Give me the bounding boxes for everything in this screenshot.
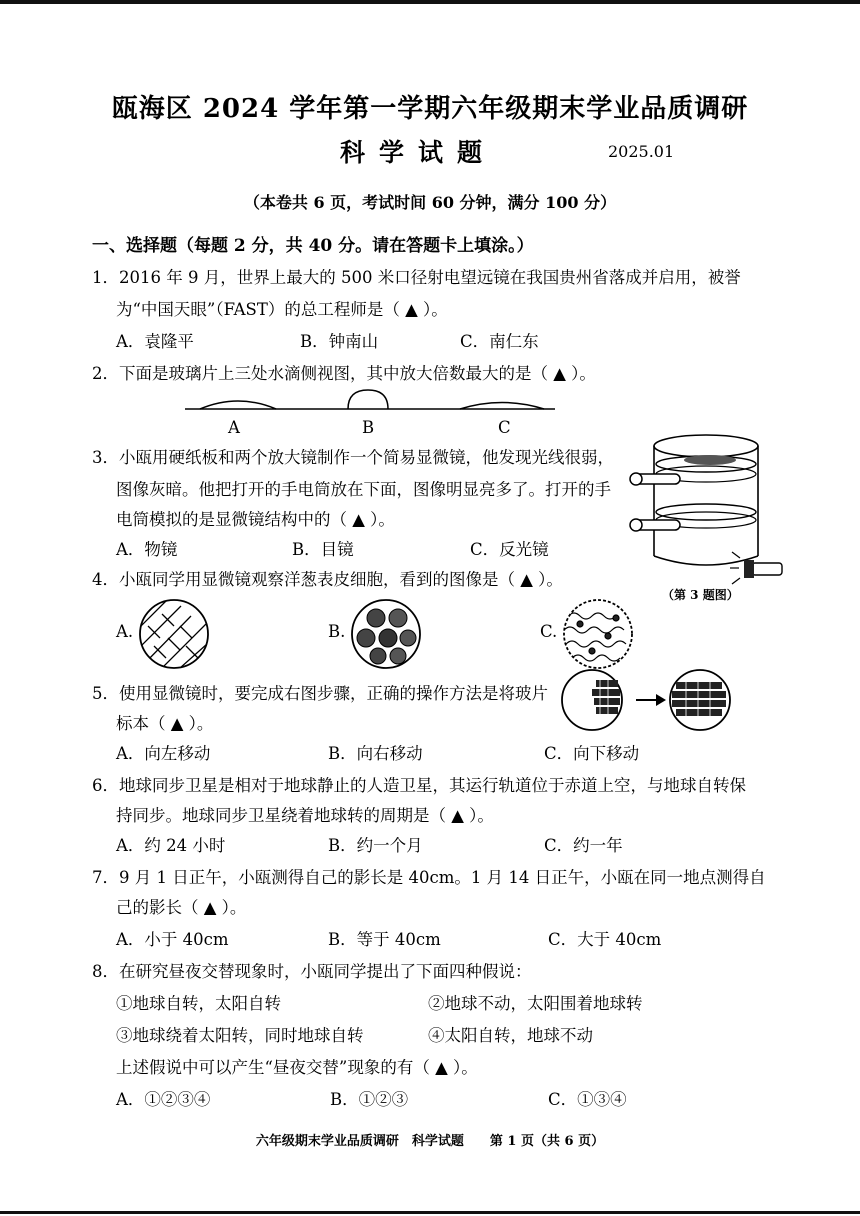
q3-option-c: C．反光镜 — [470, 540, 549, 559]
q4-option-a: A. — [116, 622, 134, 641]
drop-label-b: B — [362, 418, 375, 437]
q8-hypothesis-3: ③地球绕着太阳转，同时地球自转 — [116, 1026, 364, 1045]
bottom-border — [0, 1211, 860, 1214]
q5-option-b: B．向右移动 — [328, 744, 423, 763]
section-title: 一、选择题（每题 2 分，共 40 分。请在答题卡上填涂。） — [92, 236, 534, 256]
drop-label-c: C — [498, 418, 511, 437]
q4-option-b: B. — [328, 622, 346, 641]
q7-option-c: C．大于 40cm — [548, 930, 662, 949]
q8-option-a: A．①②③④ — [116, 1090, 211, 1109]
q1-line1: 1．2016 年 9 月，世界上最大的 500 米口径射电望远镜在我国贵州省落成并启用，被誉 — [92, 268, 741, 287]
q1-option-c: C．南仁东 — [460, 332, 539, 351]
q8-option-c: C．①③④ — [548, 1090, 627, 1109]
q3-line3: 电筒模拟的是显微镜结构中的（ ▲ ）。 — [116, 510, 395, 529]
exam-date: 2025.01 — [608, 142, 675, 161]
q7-option-a: A．小于 40cm — [116, 930, 229, 949]
water-drops-figure — [180, 388, 560, 418]
q8-ask: 上述假说中可以产生“昼夜交替”现象的有（ ▲ ）。 — [116, 1058, 478, 1077]
q3-line1: 3．小瓯用硬纸板和两个放大镜制作一个简易显微镜，他发现光线很弱， — [92, 448, 614, 467]
exam-subtitle: 科学试题 — [340, 138, 497, 167]
q3-option-b: B．目镜 — [292, 540, 354, 559]
q4-option-c: C. — [540, 622, 558, 641]
q1-option-b: B．钟南山 — [300, 332, 379, 351]
top-border — [0, 0, 860, 4]
q1-line2: 为“中国天眼”（FAST）的总工程师是（ ▲ ）。 — [116, 300, 448, 319]
q6-line2: 持同步。地球同步卫星绕着地球转的周期是（ ▲ ）。 — [116, 806, 494, 825]
exam-note: （本卷共 6 页，考试时间 60 分钟，满分 100 分） — [243, 193, 617, 212]
q6-option-b: B．约一个月 — [328, 836, 423, 855]
q5-line2: 标本（ ▲ ）。 — [116, 714, 214, 733]
round-cells-image — [348, 596, 424, 672]
exam-title: 瓯海区 2024 学年第一学期六年级期末学业品质调研 — [111, 94, 749, 124]
simple-microscope-figure — [626, 428, 796, 588]
q5-option-c: C．向下移动 — [544, 744, 640, 763]
q6-option-c: C．约一年 — [544, 836, 623, 855]
cheek-cells-image — [560, 596, 636, 672]
q7-option-b: B．等于 40cm — [328, 930, 441, 949]
q4-line1: 4．小瓯同学用显微镜观察洋葱表皮细胞，看到的图像是（ ▲ ）。 — [92, 570, 563, 589]
drop-label-a: A — [228, 418, 240, 437]
page-footer: 六年级期末学业品质调研 科学试题 第 1 页（共 6 页） — [255, 1134, 605, 1149]
q5-line1: 5．使用显微镜时，要完成右图步骤，正确的操作方法是将玻片 — [92, 684, 548, 703]
q8-hypothesis-1: ①地球自转，太阳自转 — [116, 994, 281, 1013]
microscope-view-figure — [560, 666, 736, 734]
q5-option-a: A．向左移动 — [116, 744, 211, 763]
q8-option-b: B．①②③ — [330, 1090, 409, 1109]
onion-cells-image — [136, 596, 212, 672]
q6-line1: 6．地球同步卫星是相对于地球静止的人造卫星，其运行轨道位于赤道上空，与地球自转保 — [92, 776, 746, 795]
q3-option-a: A．物镜 — [116, 540, 178, 559]
q1-option-a: A．袁隆平 — [116, 332, 194, 351]
q6-option-a: A．约 24 小时 — [116, 836, 226, 855]
q2-line1: 2．下面是玻璃片上三处水滴侧视图，其中放大倍数最大的是（ ▲ ）。 — [92, 364, 596, 383]
q8-hypothesis-4: ④太阳自转，地球不动 — [428, 1026, 593, 1045]
q3-figure-caption: （第 3 题图） — [662, 588, 739, 602]
q8-line1: 8．在研究昼夜交替现象时，小瓯同学提出了下面四种假说： — [92, 962, 532, 981]
q7-line2: 己的影长（ ▲ ）。 — [116, 898, 247, 917]
q8-hypothesis-2: ②地球不动，太阳围着地球转 — [428, 994, 643, 1013]
q7-line1: 7．9 月 1 日正午，小瓯测得自己的影长是 40cm。1 月 14 日正午，小瓯在同一地点测得自 — [92, 868, 766, 887]
q3-line2: 图像灰暗。他把打开的手电筒放在下面，图像明显亮多了。打开的手 — [116, 480, 611, 499]
